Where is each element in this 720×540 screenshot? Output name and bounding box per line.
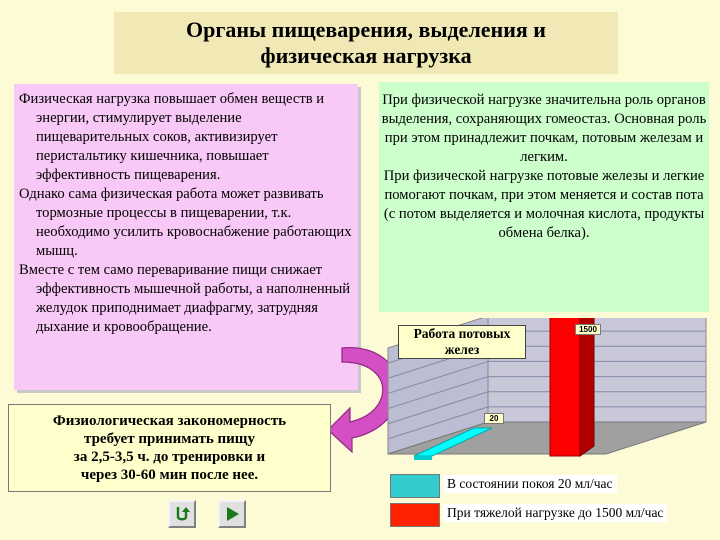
nutrition-rule-line-4: через 30-60 мин после нее. bbox=[80, 467, 259, 483]
nutrition-rule-line-2: требует принимать пищу bbox=[84, 431, 255, 447]
legend-label-rest: В состоянии покоя 20 мл/час bbox=[443, 475, 617, 493]
legend-swatch-load bbox=[390, 503, 440, 527]
return-arrow-icon bbox=[173, 505, 191, 523]
digestion-text-panel bbox=[14, 84, 358, 390]
chart-title: Работа потовых желез bbox=[398, 325, 526, 359]
return-button[interactable] bbox=[168, 500, 196, 528]
slide-title-line-2: физическая нагрузка bbox=[260, 43, 472, 68]
digestion-paragraph-2: Однако сама физическая работа может развивать тормозные процессы в пищеварении, т.к. необходимо усилить кровоснабжение работающих мышц. bbox=[19, 186, 352, 259]
excretion-text-panel bbox=[379, 82, 709, 312]
slide-title-line-1: Органы пищеварения, выделения и bbox=[185, 17, 546, 42]
play-triangle-icon bbox=[223, 505, 241, 523]
next-slide-button[interactable] bbox=[218, 500, 246, 528]
digestion-paragraph-3: Вместе с тем само переваривание пищи снижает эффективность мышечной работы, а наполненный желудок приподнимает диафрагму, затрудняя дыхание и кровообращение. bbox=[19, 262, 351, 335]
slide-title bbox=[114, 12, 618, 74]
bar-load bbox=[550, 318, 580, 456]
excretion-paragraph-1: При физической нагрузке значительна роль органов выделения, сохраняющих гомеостаз. Основная роль при этом принадлежит почкам, потовым железам и легким. bbox=[381, 92, 707, 165]
legend-swatch-rest bbox=[390, 474, 440, 498]
nutrition-rule-line-1: Физиологическая закономерность bbox=[52, 413, 287, 429]
excretion-paragraph-2: При физической нагрузке потовые железы и легкие помогают почкам, при этом меняется и состав пота (с потом выделяется и молочная кислота, продукты обмена белка). bbox=[383, 168, 705, 241]
bar-value-label-load: 1500 bbox=[575, 324, 601, 335]
nutrition-rule-line-3: за 2,5-3,5 ч. до тренировки и bbox=[73, 449, 266, 465]
digestion-paragraph-1: Физическая нагрузка повышает обмен веществ и энергии, стимулирует выделение пищеварительных соков, активизирует перистальтику кишечника, повышает эффективность пищеварения. bbox=[19, 91, 325, 183]
bar-rest bbox=[414, 456, 432, 460]
legend-label-load: При тяжелой нагрузке до 1500 мл/час bbox=[443, 504, 667, 522]
bar-value-label-rest: 20 bbox=[484, 413, 504, 424]
bar-load-side bbox=[580, 318, 594, 456]
nutrition-rule-box bbox=[8, 404, 331, 492]
